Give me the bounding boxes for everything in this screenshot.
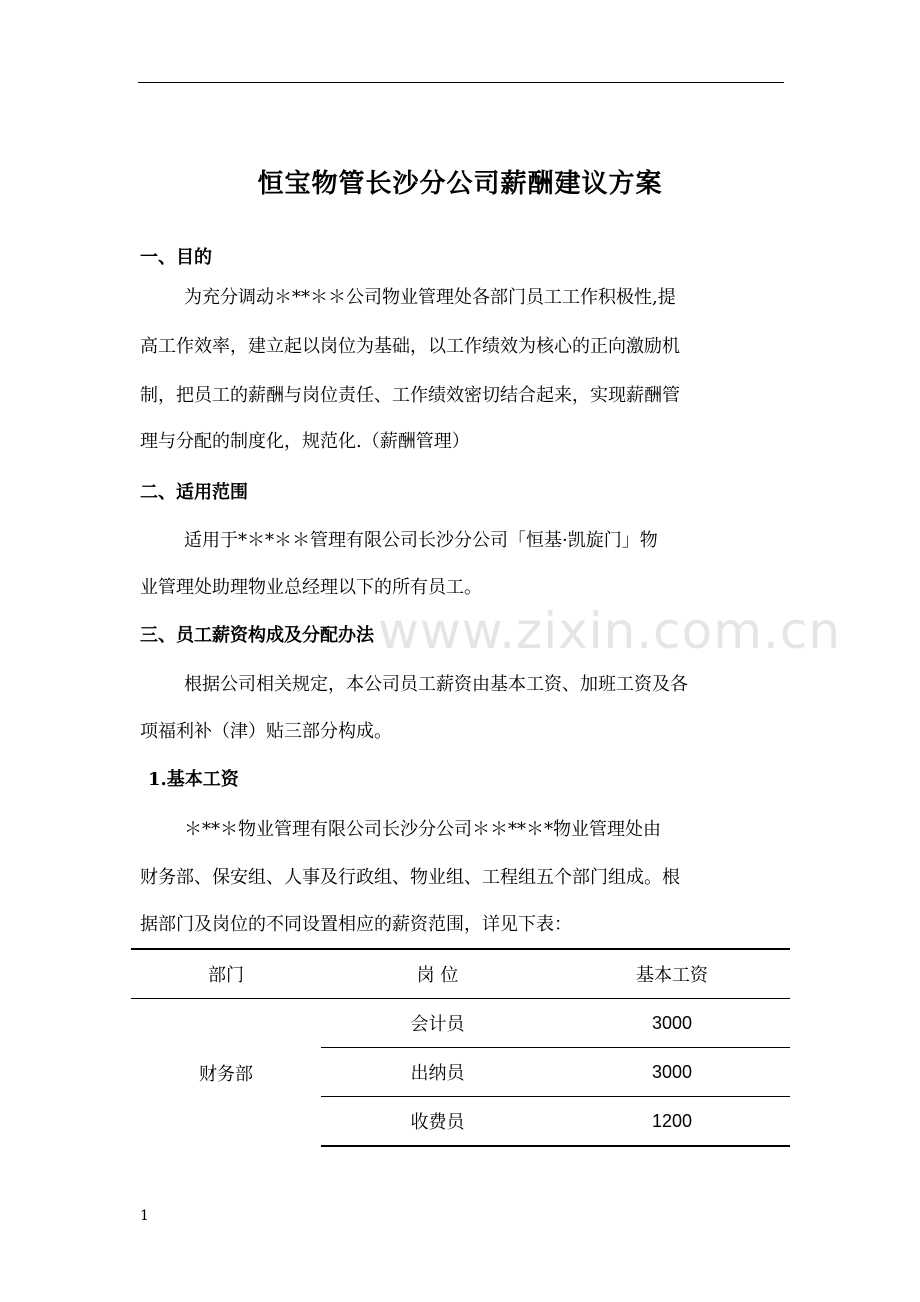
paragraph-line: ＊**＊物业管理有限公司长沙分公司＊＊**＊*物业管理处由 [184,819,661,840]
salary-cell: 3000 [554,999,790,1048]
paragraph-line: 为充分调动＊**＊＊公司物业管理处各部门员工工作积极性,提 [184,287,676,308]
position-cell: 会计员 [321,999,554,1048]
paragraph-line: 高工作效率，建立起以岗位为基础，以工作绩效为核心的正向激励机 [140,336,680,357]
header-base-salary: 基本工资 [554,949,790,999]
section-heading-scope: 二、适用范围 [140,482,248,503]
table-header-row [131,949,790,999]
header-department: 部门 [131,949,321,999]
document-title: 恒宝物管长沙分公司薪酬建议方案 [257,169,663,199]
paragraph-line: 业管理处助理物业总经理以下的所有员工。 [140,577,482,598]
paragraph-line: 据部门及岗位的不同设置相应的薪资范围，详见下表： [140,914,572,935]
salary-table [131,948,790,1147]
paragraph-line: 适用于*＊*＊＊管理有限公司长沙分公司「恒基·凯旋门」物 [184,530,658,551]
paragraph-line: 根据公司相关规定，本公司员工薪资由基本工资、加班工资及各 [184,674,688,695]
section-heading-salary-structure: 三、员工薪资构成及分配办法 [140,625,374,646]
header-position: 岗 位 [321,949,554,999]
page-number: 1 [140,1208,149,1224]
paragraph-line: 制，把员工的薪酬与岗位责任、工作绩效密切结合起来，实现薪酬管 [140,385,680,406]
salary-cell: 1200 [554,1097,790,1147]
section-heading-purpose: 一、目的 [140,247,212,268]
header-rule [138,82,784,83]
subsection-heading-base-salary: 1.基本工资 [148,769,239,790]
position-cell: 收费员 [321,1097,554,1147]
table-row [131,999,790,1048]
watermark: www.zixin.com.cn [378,602,842,660]
position-cell: 出纳员 [321,1048,554,1097]
department-cell: 财务部 [199,1063,253,1085]
paragraph-line: 理与分配的制度化，规范化.（薪酬管理） [140,431,470,452]
paragraph-line: 项福利补（津）贴三部分构成。 [140,721,392,742]
paragraph-line: 财务部、保安组、人事及行政组、物业组、工程组五个部门组成。根 [140,867,680,888]
salary-cell: 3000 [554,1048,790,1097]
